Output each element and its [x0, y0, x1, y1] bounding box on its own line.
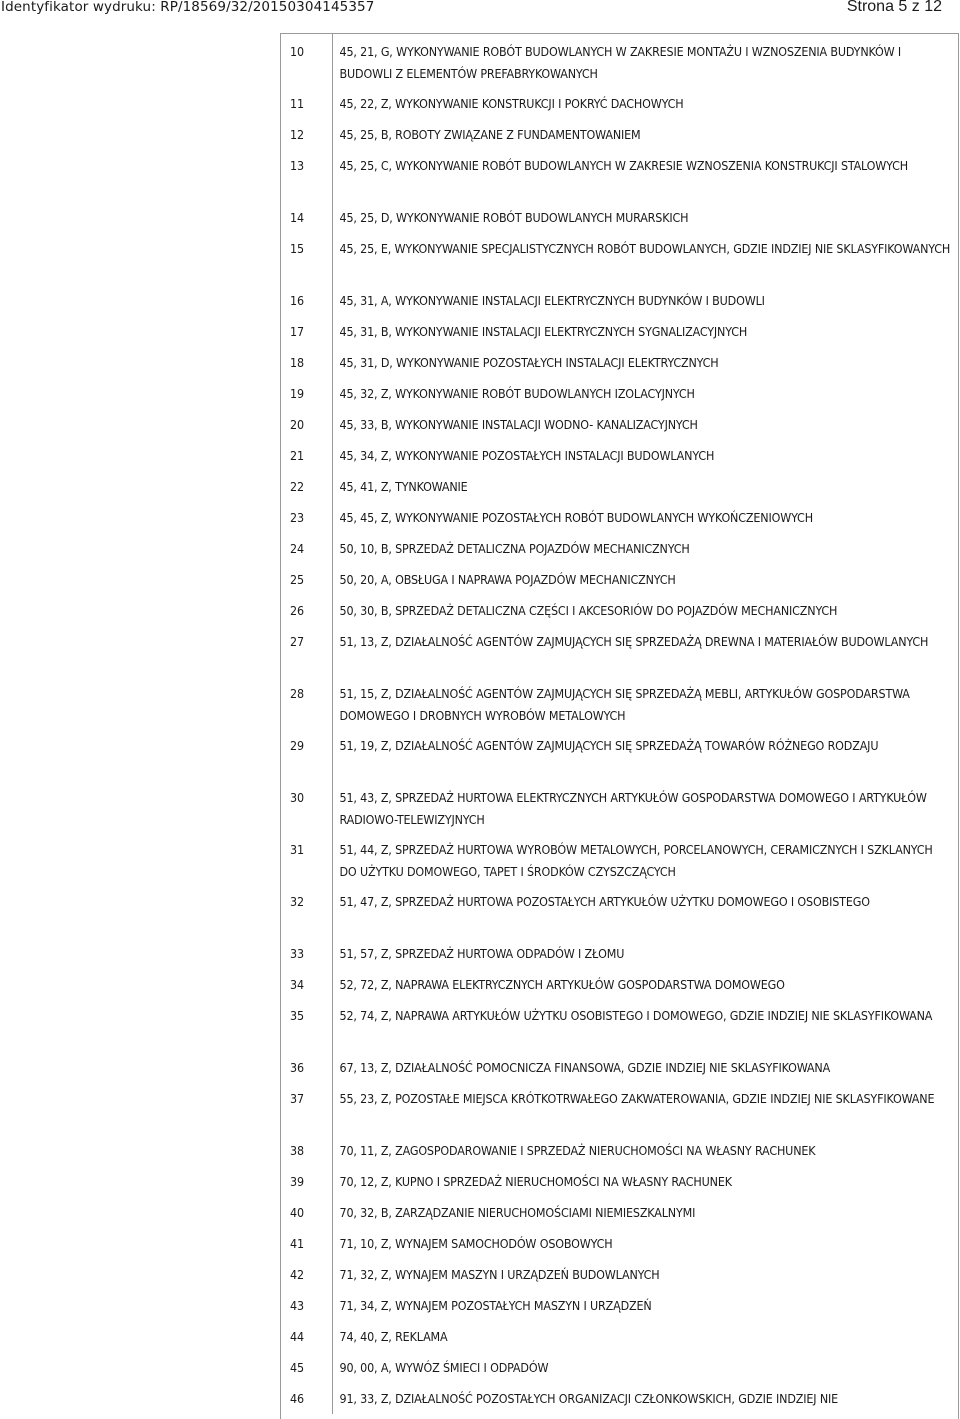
activity-description: 91, 33, Z, DZIAŁALNOŚĆ POZOSTAŁYCH ORGANIZACJI CZŁONKOWSKICH, GDZIE INDZIEJ NIE	[339, 1391, 839, 1406]
activity-description: 45, 41, Z, TYNKOWANIE	[339, 479, 468, 494]
activity-description: 71, 34, Z, WYNAJEM POZOSTAŁYCH MASZYN I URZĄDZEŃ	[339, 1298, 652, 1313]
activity-description: 71, 32, Z, WYNAJEM MASZYN I URZĄDZEŃ BUDOWLANYCH	[339, 1267, 660, 1282]
activity-description: 50, 30, B, SPRZEDAŻ DETALICZNA CZĘŚCI I AKCESORIÓW DO POJAZDÓW MECHANICZNYCH	[339, 603, 838, 618]
row-number: 37	[281, 1083, 332, 1135]
activity-description: 45, 32, Z, WYKONYWANIE ROBÓT BUDOWLANYCH IZOLACYJNYCH	[339, 386, 695, 401]
row-number: 15	[281, 233, 332, 285]
row-number: 24	[281, 533, 332, 564]
activity-description: 45, 34, Z, WYKONYWANIE POZOSTAŁYCH INSTALACJI BUDOWLANYCH	[339, 448, 715, 463]
row-number: 13	[281, 150, 332, 202]
table-row	[281, 233, 958, 285]
table-row	[281, 938, 958, 969]
row-number: 38	[281, 1135, 332, 1166]
row-number: 27	[281, 626, 332, 678]
table-row	[281, 378, 958, 409]
activity-description: 45, 21, G, WYKONYWANIE ROBÓT BUDOWLANYCH W ZAKRESIE MONTAŻU I WZNOSZENIA BUDYNKÓW I BUDOWLI Z ELEMENTÓW PREFABRYKOWANYCH	[339, 44, 902, 81]
table-row	[281, 1259, 958, 1290]
activity-description: 70, 12, Z, KUPNO I SPRZEDAŻ NIERUCHOMOŚCI NA WŁASNY RACHUNEK	[339, 1174, 732, 1189]
activity-description: 55, 23, Z, POZOSTAŁE MIEJSCA KRÓTKOTRWAŁEGO ZAKWATEROWANIA, GDZIE INDZIEJ NIE SKLASYFIKOWANE	[339, 1091, 935, 1106]
table-row	[281, 502, 958, 533]
activity-description: 45, 45, Z, WYKONYWANIE POZOSTAŁYCH ROBÓT BUDOWLANYCH WYKOŃCZENIOWYCH	[339, 510, 813, 525]
activity-description: 51, 44, Z, SPRZEDAŻ HURTOWA WYROBÓW METALOWYCH, PORCELANOWYCH, CERAMICZNYCH I SZKLANYCH DO UŻYTKU DOMOWEGO, TAPET I ŚRODKÓW CZYSZCZĄCYCH	[339, 842, 933, 879]
row-number: 45	[281, 1352, 332, 1383]
activity-description: 45, 25, E, WYKONYWANIE SPECJALISTYCZNYCH ROBÓT BUDOWLANYCH, GDZIE INDZIEJ NIE SKLASYFIKOWANYCH	[339, 241, 951, 256]
row-number: 12	[281, 119, 332, 150]
row-number: 34	[281, 969, 332, 1000]
activity-description: 51, 47, Z, SPRZEDAŻ HURTOWA POZOSTAŁYCH ARTYKUŁÓW UŻYTKU DOMOWEGO I OSOBISTEGO	[339, 894, 870, 909]
activity-description: 52, 74, Z, NAPRAWA ARTYKUŁÓW UŻYTKU OSOBISTEGO I DOMOWEGO, GDZIE INDZIEJ NIE SKLASYFIKOWANA	[339, 1008, 933, 1023]
table-row	[281, 1352, 958, 1383]
row-number: 28	[281, 678, 332, 730]
table-row	[281, 1135, 958, 1166]
activity-description: 52, 72, Z, NAPRAWA ELEKTRYCZNYCH ARTYKUŁÓW GOSPODARSTWA DOMOWEGO	[339, 977, 785, 992]
row-number: 19	[281, 378, 332, 409]
activity-description: 90, 00, A, WYWÓZ ŚMIECI I ODPADÓW	[339, 1360, 549, 1375]
table-row	[281, 782, 958, 834]
row-number: 42	[281, 1259, 332, 1290]
table-row	[281, 564, 958, 595]
row-number: 43	[281, 1290, 332, 1321]
row-number: 21	[281, 440, 332, 471]
row-number: 26	[281, 595, 332, 626]
row-number: 44	[281, 1321, 332, 1352]
pkd-table-body	[281, 34, 958, 1414]
table-row	[281, 316, 958, 347]
activity-description: 70, 32, B, ZARZĄDZANIE NIERUCHOMOŚCIAMI NIEMIESZKALNYMI	[339, 1205, 696, 1220]
table-row	[281, 1228, 958, 1259]
activity-description: 45, 22, Z, WYKONYWANIE KONSTRUKCJI I POKRYĆ DACHOWYCH	[339, 96, 684, 111]
row-number: 39	[281, 1166, 332, 1197]
table-row	[281, 1000, 958, 1052]
activity-description: 70, 11, Z, ZAGOSPODAROWANIE I SPRZEDAŻ NIERUCHOMOŚCI NA WŁASNY RACHUNEK	[339, 1143, 816, 1158]
activity-description: 51, 57, Z, SPRZEDAŻ HURTOWA ODPADÓW I ZŁOMU	[339, 946, 625, 961]
table-row	[281, 347, 958, 378]
table-row	[281, 834, 958, 886]
table-row	[281, 969, 958, 1000]
row-number: 46	[281, 1383, 332, 1414]
row-number: 41	[281, 1228, 332, 1259]
activity-description: 45, 25, D, WYKONYWANIE ROBÓT BUDOWLANYCH MURARSKICH	[339, 210, 689, 225]
table-row	[281, 678, 958, 730]
table-row	[281, 471, 958, 502]
activity-description: 74, 40, Z, REKLAMA	[339, 1329, 448, 1344]
table-row	[281, 409, 958, 440]
table-row	[281, 119, 958, 150]
table-row	[281, 1166, 958, 1197]
row-number: 11	[281, 88, 332, 119]
table-row	[281, 88, 958, 119]
row-number: 23	[281, 502, 332, 533]
table-row	[281, 150, 958, 202]
page-header	[0, 0, 960, 20]
table-row	[281, 34, 958, 88]
row-number: 18	[281, 347, 332, 378]
activity-description: 45, 33, B, WYKONYWANIE INSTALACJI WODNO- KANALIZACYJNYCH	[339, 417, 698, 432]
row-number: 17	[281, 316, 332, 347]
row-number: 20	[281, 409, 332, 440]
row-number: 30	[281, 782, 332, 834]
table-row	[281, 730, 958, 782]
row-number: 40	[281, 1197, 332, 1228]
table-row	[281, 1383, 958, 1414]
row-number: 36	[281, 1052, 332, 1083]
row-number: 35	[281, 1000, 332, 1052]
row-number: 31	[281, 834, 332, 886]
activity-description: 67, 13, Z, DZIAŁALNOŚĆ POMOCNICZA FINANSOWA, GDZIE INDZIEJ NIE SKLASYFIKOWANA	[339, 1060, 831, 1075]
activity-description: 45, 31, B, WYKONYWANIE INSTALACJI ELEKTRYCZNYCH SYGNALIZACYJNYCH	[339, 324, 748, 339]
table-row	[281, 626, 958, 678]
activity-description: 51, 13, Z, DZIAŁALNOŚĆ AGENTÓW ZAJMUJĄCYCH SIĘ SPRZEDAŻĄ DREWNA I MATERIAŁÓW BUDOWLANYCH	[339, 634, 929, 649]
row-number: 32	[281, 886, 332, 938]
table-row	[281, 1083, 958, 1135]
row-number: 25	[281, 564, 332, 595]
activity-description: 50, 10, B, SPRZEDAŻ DETALICZNA POJAZDÓW MECHANICZNYCH	[339, 541, 690, 556]
activity-description: 71, 10, Z, WYNAJEM SAMOCHODÓW OSOBOWYCH	[339, 1236, 613, 1251]
row-number: 22	[281, 471, 332, 502]
row-number: 10	[281, 34, 332, 88]
table-row	[281, 595, 958, 626]
row-number: 29	[281, 730, 332, 782]
table-row	[281, 1052, 958, 1083]
table-row	[281, 1197, 958, 1228]
activity-description: 51, 19, Z, DZIAŁALNOŚĆ AGENTÓW ZAJMUJĄCYCH SIĘ SPRZEDAŻĄ TOWARÓW RÓŻNEGO RODZAJU	[339, 738, 879, 753]
activity-description: 45, 25, B, ROBOTY ZWIĄZANE Z FUNDAMENTOWANIEM	[339, 127, 641, 142]
table-row	[281, 1321, 958, 1352]
activity-description: 45, 31, D, WYKONYWANIE POZOSTAŁYCH INSTALACJI ELEKTRYCZNYCH	[339, 355, 719, 370]
table-row	[281, 1290, 958, 1321]
print-identifier: Identyfikator wydruku: RP/18569/32/20150304145357	[1, 0, 375, 15]
page-number: Strona 5 z 12	[846, 0, 942, 15]
table-row	[281, 202, 958, 233]
activity-description: 50, 20, A, OBSŁUGA I NAPRAWA POJAZDÓW MECHANICZNYCH	[339, 572, 676, 587]
activity-description: 45, 25, C, WYKONYWANIE ROBÓT BUDOWLANYCH W ZAKRESIE WZNOSZENIA KONSTRUKCJI STALOWYCH	[339, 158, 909, 173]
table-row	[281, 440, 958, 471]
table-row	[281, 533, 958, 564]
row-number: 33	[281, 938, 332, 969]
activity-description: 51, 43, Z, SPRZEDAŻ HURTOWA ELEKTRYCZNYCH ARTYKUŁÓW GOSPODARSTWA DOMOWEGO I ARTYKUŁÓW RADIOWO-TELEWIZYJNYCH	[339, 790, 927, 827]
row-number: 14	[281, 202, 332, 233]
table-row	[281, 886, 958, 938]
activity-description: 51, 15, Z, DZIAŁALNOŚĆ AGENTÓW ZAJMUJĄCYCH SIĘ SPRZEDAŻĄ MEBLI, ARTYKUŁÓW GOSPODARSTWA DOMOWEGO I DROBNYCH WYROBÓW METALOWYCH	[339, 686, 910, 723]
activity-description: 45, 31, A, WYKONYWANIE INSTALACJI ELEKTRYCZNYCH BUDYNKÓW I BUDOWLI	[339, 293, 765, 308]
pkd-table	[280, 33, 959, 1419]
row-number: 16	[281, 285, 332, 316]
table-row	[281, 285, 958, 316]
